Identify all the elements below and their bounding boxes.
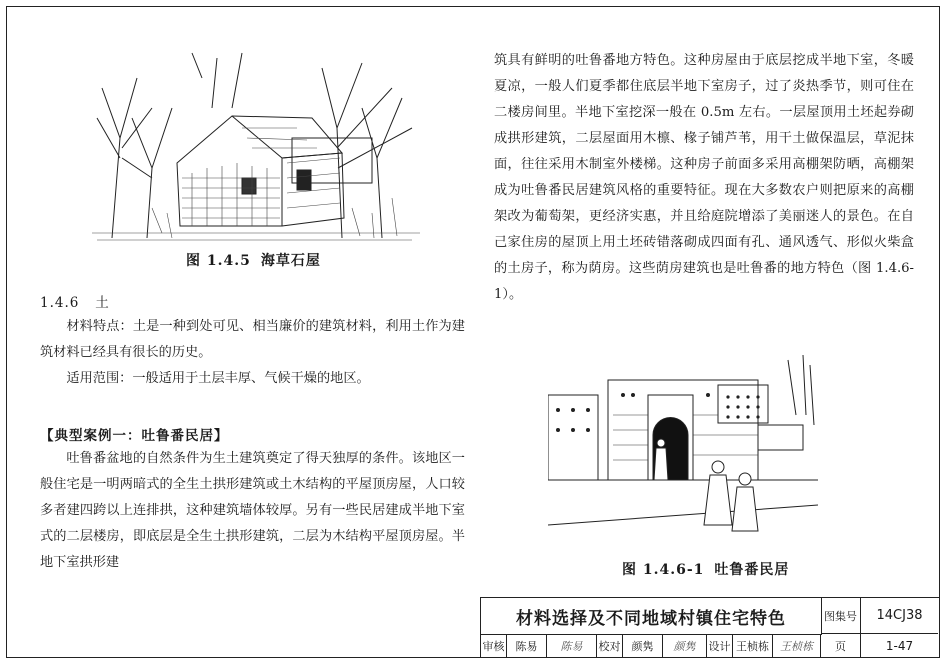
figure-title: 海草石屋 [260,253,321,269]
figure-caption-1 [186,250,321,270]
reviewer-signature: 陈易 [547,634,597,657]
design-label: 设计 [707,634,733,657]
stone-house-illustration [92,48,420,244]
drawing-title: 材料选择及不同地域村镇住宅特色 [481,598,822,635]
review-label: 审核 [481,634,507,657]
designer-name: 王桢栋 [733,634,773,657]
signature-row [481,634,938,657]
case-heading: 【典型案例一：吐鲁番民居】 [40,428,229,444]
case-paragraph-left: 吐鲁番盆地的自然条件为生土建筑奠定了得天独厚的条件。该地区一般住宅是一明两暗式的全生土拱形建筑或土木结构的平屋顶房屋，人口较多者建四跨以上连排拱，这种建筑墙体较厚。另有一些民居建成半地下室式的二层楼房，即底层是全生土拱形建筑，二层为木结构平屋顶房屋。半地下室拱形建 [40,451,465,570]
title-block [480,597,940,658]
page-label: 页 [821,634,861,657]
turpan-dwelling-illustration [548,355,818,553]
checker-signature: 颜隽 [663,634,707,657]
case-paragraph-right: 筑具有鲜明的吐鲁番地方特色。这种房屋由于底层挖成半地下室，冬暖夏凉，一般人们夏季都住底层半地下室房子，过了炎热季节，则可住在二楼房间里。半地下室挖深一般在 0.5m 左右。一层屋顶用土坯起券砌成拱形建筑，二层屋面用木檩、椽子铺芦苇，用干土做保温层，草泥抹面，往往采用木制室外楼梯。这种房子前面多采用高棚架防晒，高棚架成为吐鲁番民居建筑风格的重要特征。现在大多数农户则把原来的高棚架改为葡萄架，更经济实惠，并且给庭院增添了美丽迷人的景色。在自己家住房的屋顶上用土坯砖错落砌成四面有孔、通风透气、形似火柴盒的土房子，称为荫房。这些荫房建筑也是吐鲁番的地方特色（图 1.4.6-1）。 [494,53,914,302]
material-paragraph: 材料特点：土是一种到处可见、相当廉价的建筑材料，利用土作为建筑材料已经具有很长的历史。 [40,319,465,360]
atlas-label: 图集号 [821,598,861,634]
figure-caption-2 [622,559,789,579]
section-title: 土 [95,295,110,311]
section-number: 1.4.6 [40,295,80,311]
atlas-number: 14CJ38 [861,598,938,634]
page-number: 1-47 [885,638,914,653]
section-heading [40,291,110,311]
scope-paragraph: 适用范围：一般适用于土层丰厚、气候干燥的地区。 [66,371,370,386]
figure-title: 吐鲁番民居 [714,562,790,578]
figure-number: 图 1.4.6-1 [622,562,705,578]
checker-name: 颜隽 [623,634,663,657]
designer-signature: 王桢栋 [773,634,821,657]
check-label: 校对 [597,634,623,657]
reviewer-name: 陈易 [507,634,547,657]
figure-number: 图 1.4.5 [186,253,251,269]
